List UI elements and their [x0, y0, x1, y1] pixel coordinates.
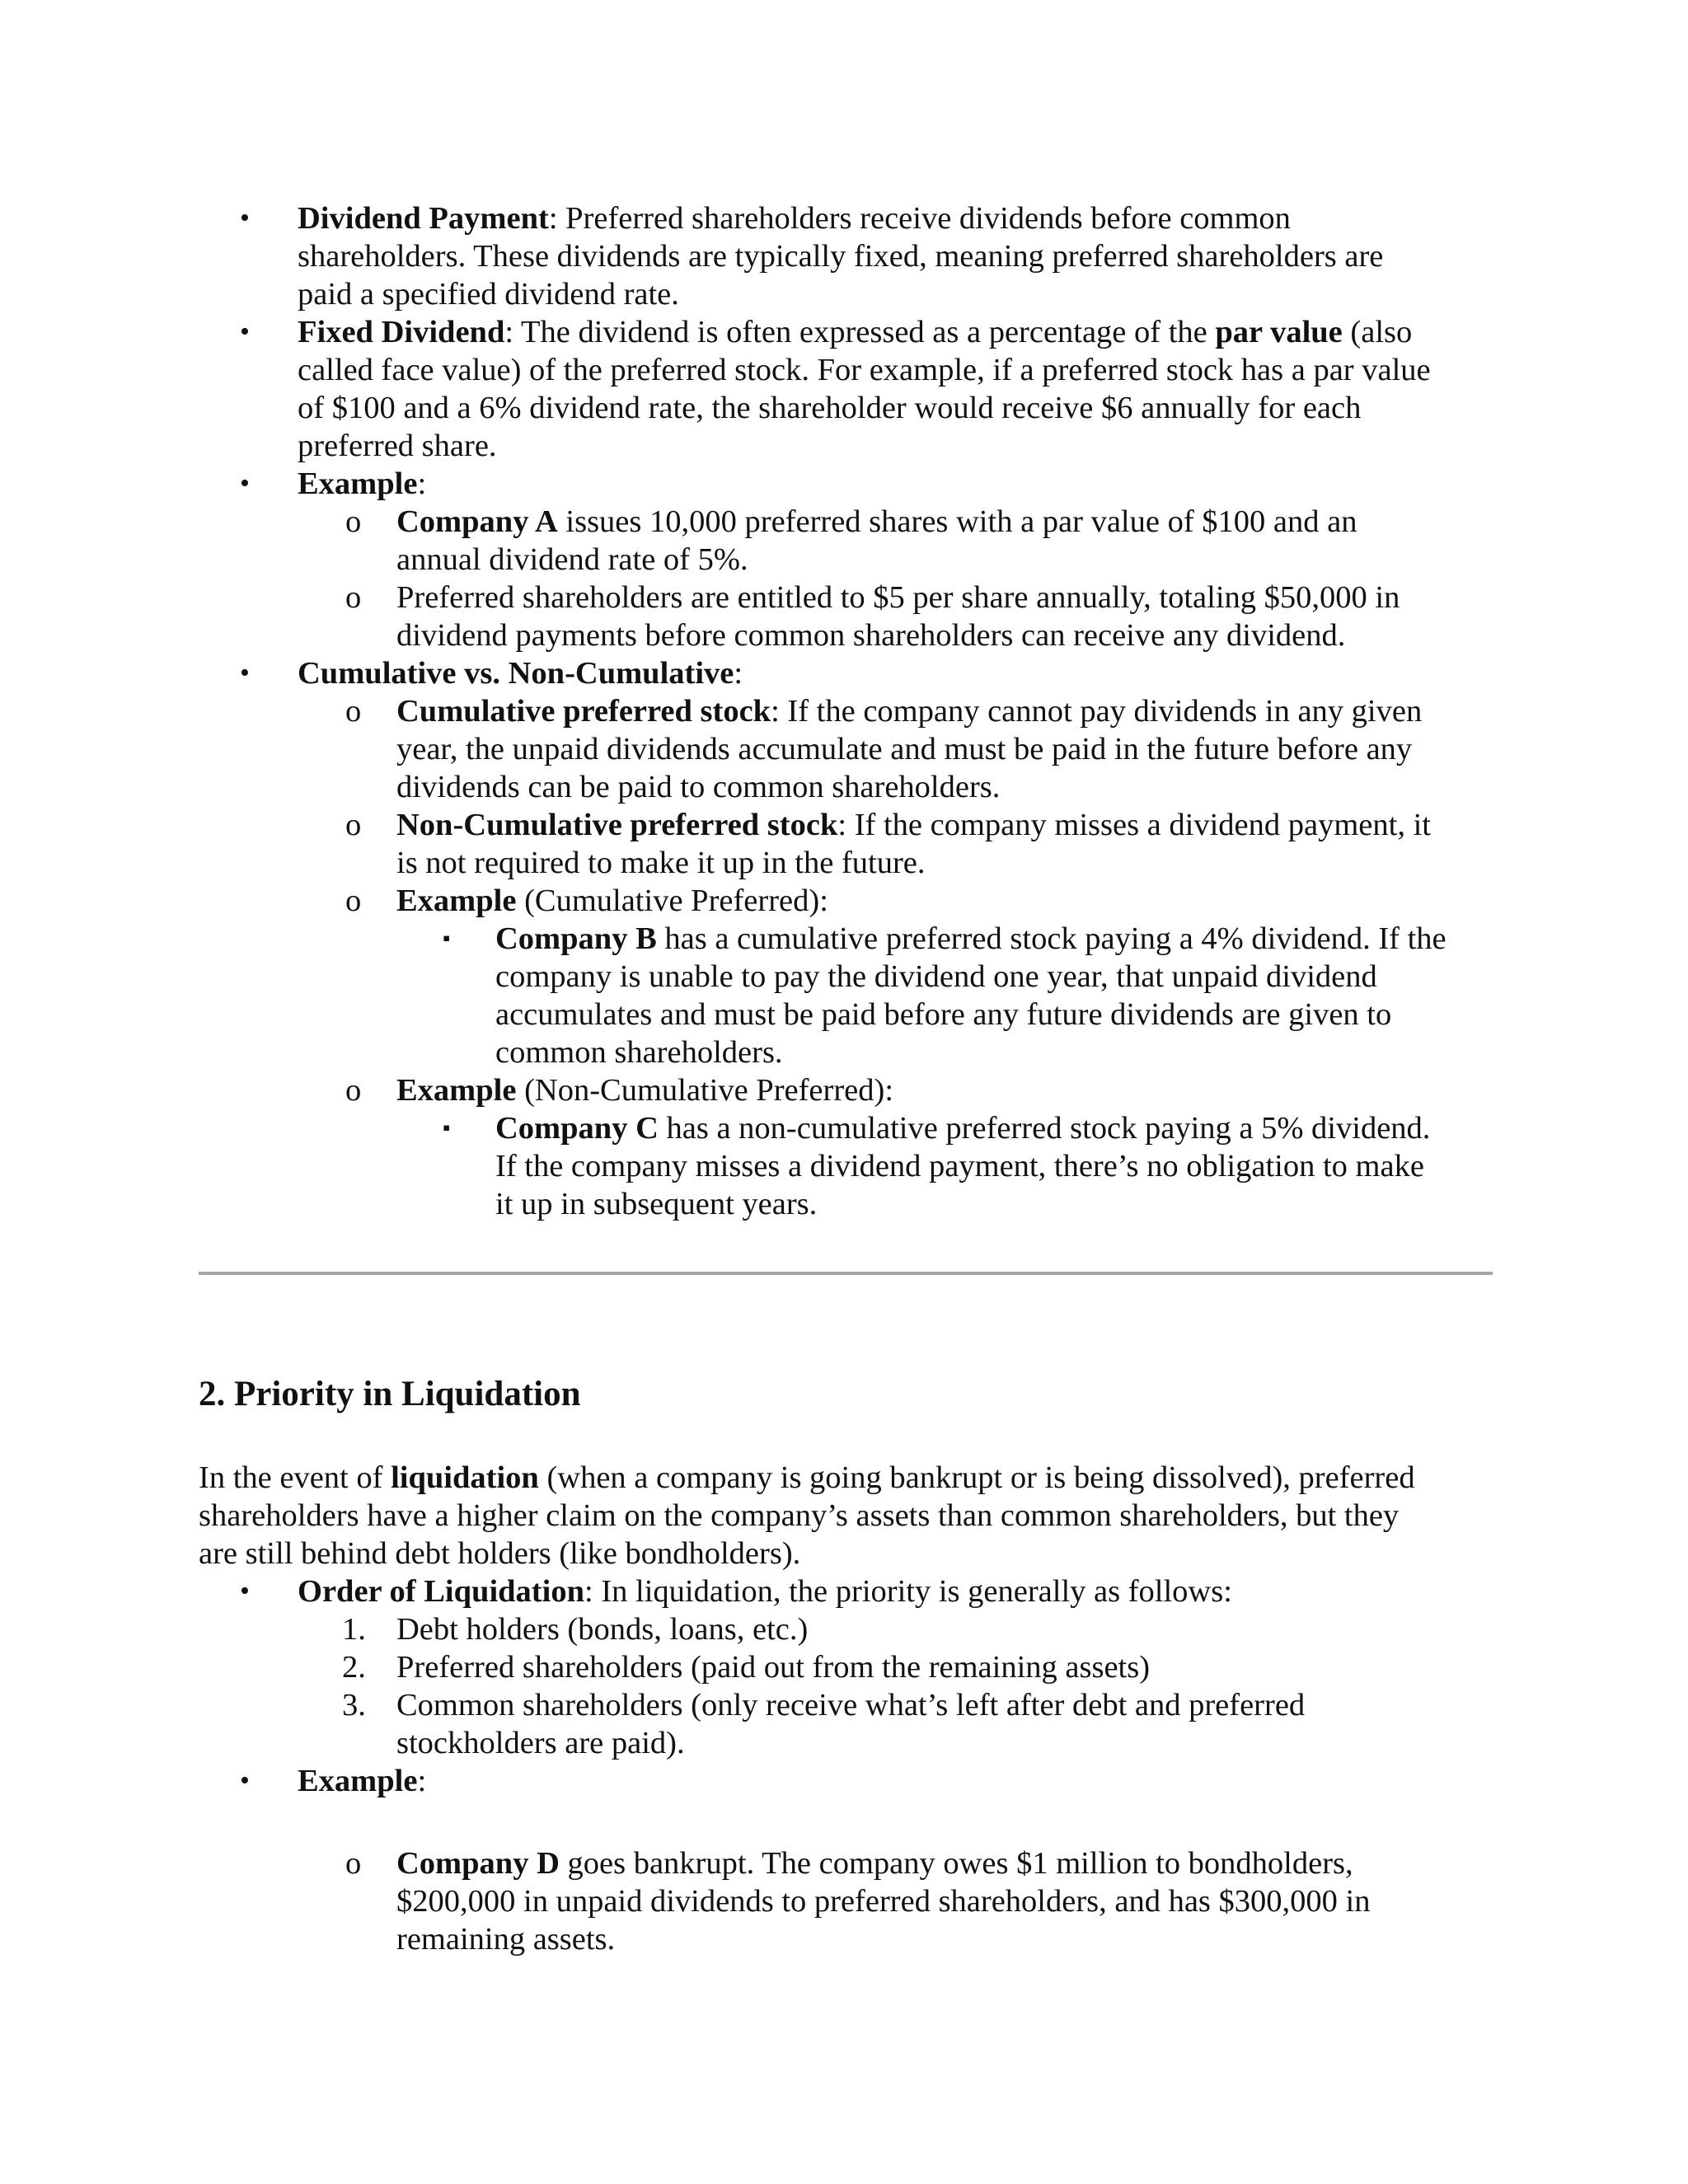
- bullet-marker: •: [240, 316, 250, 347]
- sub-item-company-d: o Company D goes bankrupt. The company owes $1 million to bondholders, $200,000 in unpaid dividends to preferred shareholders, and has $300,000 in remaining assets.: [345, 1846, 1371, 1957]
- bullet-marker: •: [240, 1765, 250, 1796]
- circle-marker: o: [345, 1846, 362, 1881]
- sub-item-noncumulative-preferred: o Non-Cumulative preferred stock: If the company misses a dividend payment, it is not required to make it up in the future.: [345, 808, 1431, 880]
- subsub-item-company-b: ▪ Company B has a cumulative preferred stock paying a 4% dividend. If the company is unable to pay the dividend one year, that unpaid dividend accumulates and must be paid before any future dividends are given to common shareholders.: [443, 921, 1447, 1070]
- intro-paragraph: In the event of liquidation (when a company is going bankrupt or is being dissolved), preferred shareholders have a higher claim on the company’s assets than common shareholders, but they are still behind debt holders (like bondholders).: [199, 1460, 1415, 1571]
- sub-item-entitled: o Preferred shareholders are entitled to $5 per share annually, totaling $50,000 in dividend payments before common shareholders can receive any dividend.: [345, 580, 1400, 653]
- term-example: Example: [298, 466, 418, 501]
- number-marker: 2.: [342, 1650, 366, 1685]
- subsub-item-company-c: ▪ Company C has a non-cumulative preferred stock paying a 5% dividend. If the company misses a dividend payment, there’s no obligation to make it up in subsequent years.: [443, 1111, 1431, 1221]
- list-item-order-of-liquidation: • Order of Liquidation: In liquidation, the priority is generally as follows:: [240, 1574, 1232, 1609]
- term-par-value: par value: [1215, 315, 1343, 349]
- term-liquidation: liquidation: [391, 1460, 539, 1495]
- section-heading: 2. Priority in Liquidation: [199, 1375, 581, 1413]
- term-example: Example: [396, 883, 517, 918]
- circle-marker: o: [345, 694, 362, 729]
- circle-marker: o: [345, 1073, 362, 1108]
- list-item-dividend-payment: • Dividend Payment: Preferred shareholders receive dividends before common shareholders. These dividends are typically fixed, meaning preferred shareholders are paid a specified dividend rate.: [240, 201, 1384, 312]
- circle-marker: o: [345, 883, 362, 918]
- circle-marker: o: [345, 504, 362, 539]
- list-item-example: • Example:: [240, 466, 427, 501]
- term-example: Example: [298, 1764, 418, 1798]
- numbered-item-3: 3. Common shareholders (only receive what’s left after debt and preferred stockholders are paid).: [342, 1688, 1306, 1760]
- list-item-fixed-dividend: • Fixed Dividend: The dividend is often expressed as a percentage of the par value (also called face value) of the preferred stock. For example, if a preferred stock has a par value of $100 and a 6% dividend rate, the shareholder would receive $6 annually for each preferred share.: [240, 315, 1431, 463]
- bullet-marker: •: [240, 203, 250, 233]
- list-item-cumulative: • Cumulative vs. Non-Cumulative:: [240, 656, 743, 691]
- term-company-d: Company D: [396, 1846, 560, 1881]
- liquidation-list: [199, 1572, 1493, 1800]
- number-marker: 3.: [342, 1688, 366, 1722]
- square-marker: ▪: [443, 926, 451, 950]
- term-fixed-dividend: Fixed Dividend: [298, 315, 505, 349]
- company-d-block: [199, 1844, 1493, 1958]
- sub-item-company-a: o Company A issues 10,000 preferred shares with a par value of $100 and an annual dividend rate of 5%.: [345, 504, 1357, 577]
- sub-item-example-noncumulative: o Example (Non-Cumulative Preferred):: [345, 1073, 894, 1108]
- term-noncumulative-preferred: Non-Cumulative preferred stock: [396, 808, 838, 842]
- square-marker: ▪: [443, 1116, 451, 1140]
- circle-marker: o: [345, 580, 362, 615]
- term-cumulative-preferred: Cumulative preferred stock: [396, 694, 771, 729]
- bullet-marker: •: [240, 1576, 250, 1606]
- sub-item-cumulative-preferred: o Cumulative preferred stock: If the company cannot pay dividends in any given year, the unpaid dividends accumulate and must be paid in the future before any dividends can be paid to common shareholders.: [345, 694, 1423, 804]
- numbered-item-2: 2. Preferred shareholders (paid out from the remaining assets): [342, 1650, 1151, 1685]
- term-company-a: Company A: [396, 504, 558, 539]
- term-cumulative-vs-non: Cumulative vs. Non-Cumulative: [298, 656, 734, 691]
- number-marker: 1.: [342, 1612, 366, 1647]
- term-order-of-liquidation: Order of Liquidation: [298, 1574, 584, 1609]
- horizontal-divider: [199, 1272, 1493, 1275]
- bullet-marker: •: [240, 658, 250, 688]
- numbered-item-1: 1. Debt holders (bonds, loans, etc.): [342, 1612, 809, 1647]
- bullet-marker: •: [240, 468, 250, 499]
- term-dividend-payment: Dividend Payment: [298, 201, 549, 236]
- circle-marker: o: [345, 808, 362, 842]
- dividend-list: [199, 199, 1493, 1223]
- term-company-c: Company C: [495, 1111, 659, 1146]
- term-company-b: Company B: [495, 921, 657, 956]
- term-example: Example: [396, 1073, 517, 1108]
- sub-item-example-cumulative: o Example (Cumulative Preferred):: [345, 883, 828, 918]
- list-item-example: • Example:: [240, 1764, 427, 1798]
